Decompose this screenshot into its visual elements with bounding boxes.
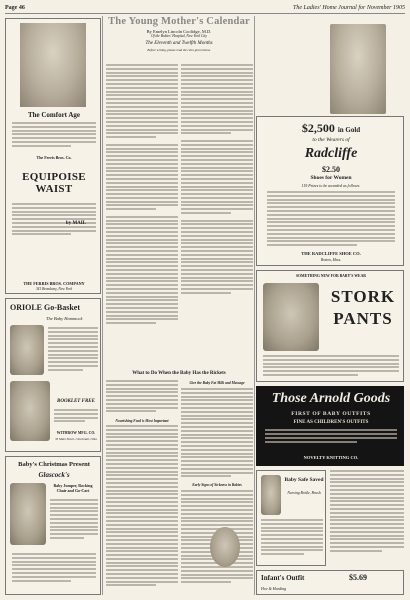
infants-outfit-ad: [256, 570, 404, 595]
basket-stand-illustration: [10, 381, 50, 441]
baby-safe-body: [261, 519, 323, 557]
comfort-age-title: The Comfort Age: [27, 111, 81, 119]
stork-title: STORK: [330, 287, 396, 306]
comfort-age-body: [12, 122, 96, 149]
rickets-heading: What to Do When the Baby Has the Rickets: [132, 371, 226, 376]
radcliffe-address: Boston, Mass.: [320, 258, 342, 262]
baby-safe-subtitle: Nursing Bottle, Brush: [287, 491, 321, 495]
article-column-1: [106, 64, 178, 360]
fat-milk-text: [181, 388, 253, 482]
baby-gown-photo: [330, 24, 386, 114]
calendar-title: The Young Mother's Calendar: [108, 16, 250, 27]
ferris-company: THE FERRIS BROS. COMPANY: [23, 281, 85, 286]
page-number: Page 46: [5, 5, 25, 11]
basket-illustration: [10, 325, 44, 375]
glascock-brand: Glascock's: [38, 471, 70, 479]
stork-subtitle: PANTS: [333, 309, 393, 328]
fat-milk-heading: Give the Baby Fat Milk and Massage: [189, 381, 245, 385]
arnold-goods-ad: [256, 386, 404, 466]
infants-company: Hov & Harding: [261, 586, 287, 591]
glascock-ad: [5, 456, 101, 595]
oriole-body: [48, 327, 98, 373]
radcliffe-prizes: 119 Prizes to be awarded as follows:: [301, 183, 361, 188]
comfort-age-tagline: The Ferris Bros. Co.: [36, 155, 72, 160]
infants-title: Infant's Outfit: [261, 574, 305, 582]
corset-photo: [20, 23, 86, 107]
glascock-body: [50, 499, 98, 541]
oriole-ad: [5, 298, 101, 452]
column-divider-right: [254, 16, 255, 595]
nourishing-food-text: [106, 425, 178, 595]
by-mail-label: by MAIL: [65, 221, 87, 226]
radcliffe-price: $2.50: [322, 165, 340, 174]
glascock-footer-text: [12, 553, 96, 583]
calendar-masthead: [104, 16, 254, 60]
arnold-body: [265, 429, 397, 451]
ferris-address: 341 Broadway, New York: [35, 287, 73, 291]
withrow-company: WITHROW MFG. CO.: [56, 431, 96, 435]
arnold-title: Those Arnold Goods: [271, 391, 391, 406]
radcliffe-amount: [257, 121, 404, 136]
baby-safe-ad: [256, 470, 326, 566]
magazine-header: The Ladies' Home Journal for November 1905: [293, 5, 405, 11]
infants-price: $5.69: [349, 573, 367, 582]
stork-tagline: SOMETHING NEW FOR BABY'S WEAR: [295, 274, 367, 278]
oriole-title: ORIOLE Go-Basket: [10, 303, 81, 312]
calendar-note: Before writing, please read the rules given below.: [147, 48, 211, 52]
baby-portrait-illustration: [210, 527, 240, 567]
stork-baby-illustration: [263, 283, 319, 351]
article-column-2: [181, 64, 253, 360]
radcliffe-prize-list: [267, 191, 395, 248]
radcliffe-ad: [256, 116, 404, 266]
radcliffe-to: to the Wearers of: [312, 137, 350, 143]
arnold-tagline: FIRST OF BABY OUTFITS: [291, 411, 371, 417]
calendar-affiliation: Of the Babies' Hospital, New York City: [150, 34, 208, 38]
stork-body: [263, 355, 399, 378]
jumper-illustration: [10, 483, 46, 545]
calendar-byline: By Emelyn Lincoln Coolidge, M.D.: [146, 29, 212, 34]
baby-safe-title: Baby Safe Saved: [284, 477, 324, 483]
oriole-subtitle: The Baby Hammock: [46, 316, 83, 321]
radcliffe-amount-value: $2,500: [301, 121, 335, 135]
early-signs-heading: Early Signs of Sickness in Babies: [192, 483, 242, 487]
small-ad-text: [330, 470, 404, 554]
column-divider-left: [102, 16, 103, 595]
booklet-body: [54, 409, 98, 424]
glascock-title: Baby's Christmas Present: [18, 461, 90, 468]
booklet-free: BOOKLET FREE: [57, 399, 95, 404]
nourishing-food-heading: Nourishing Food is Most Important: [115, 419, 169, 423]
radcliffe-brand: Radcliffe: [304, 146, 358, 161]
radcliffe-amount-text: in Gold: [337, 126, 361, 134]
comfort-age-ad: [5, 18, 101, 294]
equipoise-waist-title: EQUIPOISE WAIST: [22, 171, 86, 195]
stork-pants-ad: [256, 270, 404, 382]
arnold-extra: NOVELTY KNITTING CO.: [303, 455, 359, 460]
rickets-intro: [106, 380, 178, 418]
radcliffe-shoes: Shoes for Women: [310, 175, 352, 181]
withrow-address: 33 Main Street, Cincinnati, Ohio: [55, 437, 97, 441]
arnold-subtitle: FINE AS CHILDREN'S OUTFITS: [293, 420, 369, 425]
glascock-product: Baby Jumper, Rocking Chair and Go-Cart: [53, 483, 93, 493]
radcliffe-company: THE RADCLIFFE SHOE CO.: [301, 251, 361, 256]
calendar-months: The Eleventh and Twelfth Months: [145, 41, 213, 46]
bottle-illustration: [261, 475, 281, 515]
header-rule: [5, 13, 405, 14]
